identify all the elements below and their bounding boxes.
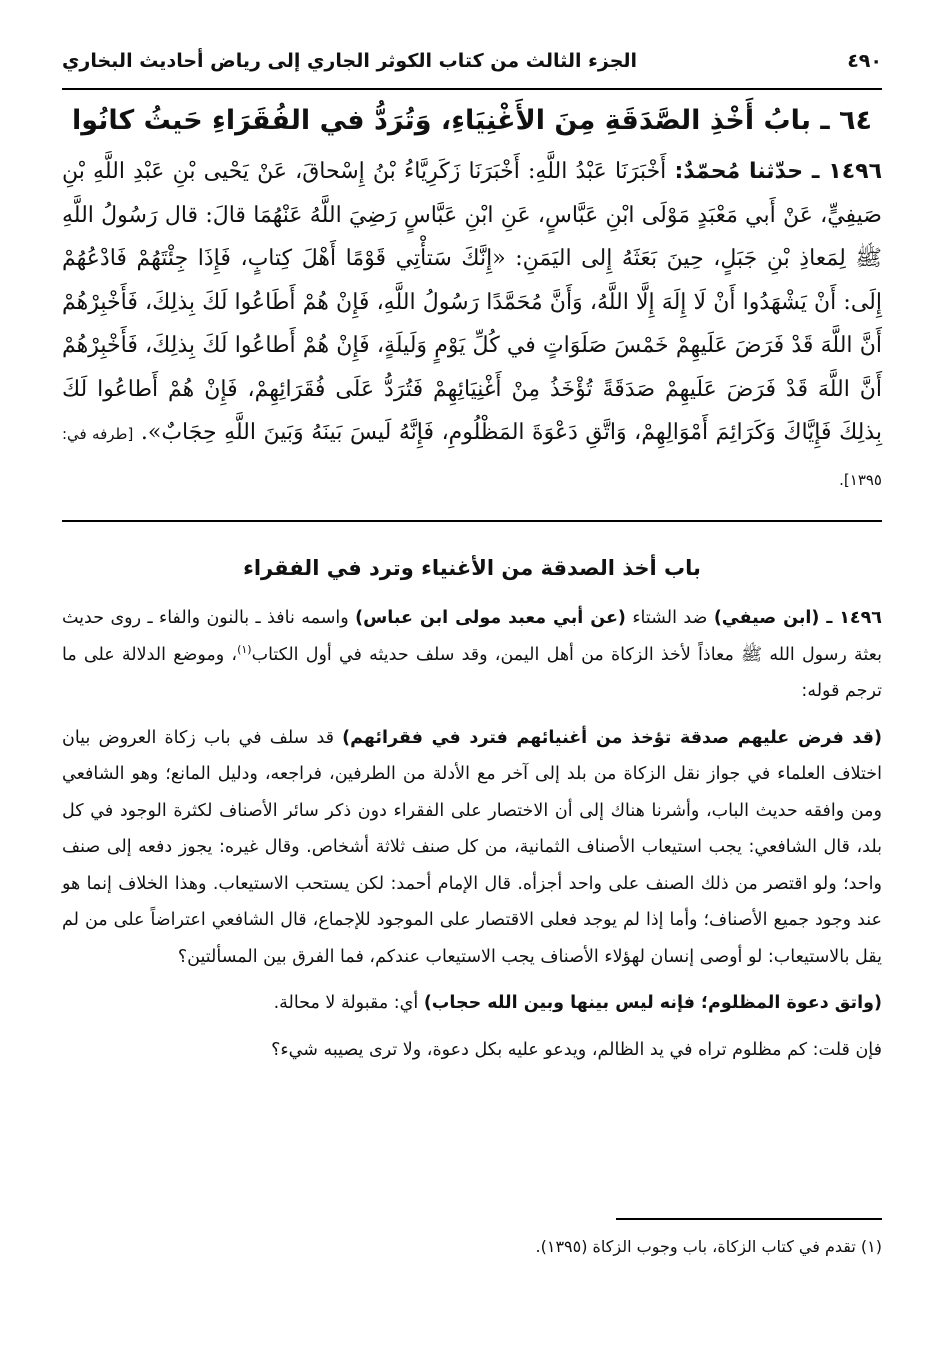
section-divider: [62, 520, 882, 522]
running-title: الجزء الثالث من كتاب الكوثر الجاري إلى رياض أحاديث البخاري: [62, 50, 638, 72]
header-divider: [62, 88, 882, 90]
paragraph-text: أي: مقبولة لا محالة.: [273, 993, 424, 1013]
commentary-section-title: باب أخذ الصدقة من الأغنياء وترد في الفقراء: [243, 556, 701, 580]
page-header: [62, 38, 882, 84]
footnote: (١) تقدم في كتاب الزكاة، باب وجوب الزكاة (١٣٩٥).: [535, 1237, 882, 1256]
paragraph-text: فإن قلت: كم مظلوم تراه في يد الظالم، ويدعو عليه بكل دعوة، ولا ترى يصيبه شيء؟: [271, 1039, 882, 1060]
hadith-number: ١٤٩٦ ـ حدّثنا مُحمّدٌ:: [674, 159, 883, 184]
commentary-paragraph: [62, 720, 882, 976]
footnote-marker[interactable]: (١): [237, 642, 252, 656]
hadith-body: أَخْبَرَنَا عَبْدُ اللَّهِ: أَخْبَرَنَا زَكَرِيَّاءُ بْنُ إِسْحاقَ، عَنْ يَحْيى بْنِ عَبْدِ اللَّهِ بْنِ صَيفِيٍّ، عَنْ أَبي مَعْبَدٍ مَوْلَى ابْنِ عَبَّاسٍ، عَنِ ابْنِ عَبَّاسٍ رَضِيَ اللَّهُ عَنْهُمَا قالَ: قال رَسُولُ اللَّهِ ﷺ لِمَعاذِ بْنِ جَبَلٍ، حِينَ بَعَثَهُ إِلى اليَمَنِ: «إِنَّكَ سَتأْتِي قَوْمًا أَهْلَ كِتابٍ، فَإِذَا جِئْتَهُمْ فَادْعُهُمْ إِلَى: أَنْ يَشْهَدُوا أَنْ لَا إِلَهَ إِلَّا اللَّهُ، وَأَنَّ مُحَمَّدًا رَسُولُ اللَّهِ، فَإِنْ هُمْ أَطَاعُوا لَكَ بِذلِكَ، فَأَخْبِرْهُمْ أَنَّ اللَّهَ قَدْ فَرَضَ عَلَيهِمْ خَمْسَ صَلَوَاتٍ في كُلِّ يَوْمٍ وَلَيلَةٍ، فَإِنْ هُمْ أَطاعُوا لَكَ بِذلِكَ، فَأَخْبِرْهُمْ أَنَّ اللَّهَ قَدْ فَرَضَ عَلَيهِمْ صَدَقَةً تُؤْخَذُ مِنْ أَغْنِيَائِهِمْ فَتُرَدُّ عَلَى فُقَرَائِهِمْ، فَإِنْ هُمْ أَطاعُوا لَكَ بِذلِكَ فَإِيَّاكَ وَكَرَائِمَ أَمْوَالِهِمْ، وَاتَّقِ دَعْوَةَ المَظْلُومِ، فَإِنَّهُ لَيسَ بَينَهُ وَبَينَ اللَّهِ حِجَابٌ».: [62, 159, 882, 445]
chapter-title: ٦٤ ـ بابُ أَخْذِ الصَّدَقَةِ مِنَ الأَغْنِيَاءِ، وَتُرَدُّ في الفُقَرَاءِ حَيثُ كانُوا: [72, 105, 872, 136]
commentary-paragraph: [62, 1032, 882, 1069]
commentary-paragraph: [62, 985, 882, 1022]
paragraph-text: ضد الشتاء: [625, 608, 714, 628]
bold-quote: (واتق دعوة المظلوم؛ فإنه ليس بينها وبين الله حجاب): [423, 993, 882, 1013]
page-number: ٤٩٠: [847, 50, 882, 72]
paragraph-text: واسمه نافذ ـ بالنون والفاء ـ روى حديث بعثة رسول الله ﷺ معاذاً لأخذ الزكاة من أهل اليمن، وقد سلف حديثه في أول الكتاب: [62, 608, 882, 665]
commentary-paragraph: [62, 600, 882, 710]
hadith-text-block: [62, 150, 882, 502]
hadith-cross-reference: [طرفه في: ١٣٩٥].: [62, 425, 882, 489]
bold-quote: ١٤٩٦ ـ (ابن صيفي): [713, 608, 882, 628]
bold-quote: (قد فرض عليهم صدقة تؤخذ من أغنيائهم فترد في فقرائهم): [342, 727, 882, 748]
paragraph-text: قد سلف في باب زكاة العروض بيان اختلاف العلماء في جواز نقل الزكاة من بلد إلى آخر مع الأدلة من الطرفين، فراجعه، ودليل المانع؛ وهو الشافعي ومن وافقه حديث الباب، وأشرنا هناك إلى أن الاختصار على الفقراء دون ذكر سائر الأصناف لكثرة الوجود في كل بلد، قال الشافعي: يجب استيعاب الأصناف الثمانية، من كل صنف ثلاثة أشخاص. وقال غيره: يجوز دفعه إلى صنف واحد؛ ولو اقتصر من ذلك الصنف على واحد أجزأه. قال الإمام أحمد: لكن يستحب الاستيعاب. وهذا الخلاف إنما هو عند وجود جميع الأصناف؛ وأما إذا لم يوجد فعلى الاقتصار على الموجود للإجماع، قال الشافعي اعتراضاً على من لم يقل بالاستيعاب: لو أوصى إنسان لهؤلاء الأصناف يجب الاستيعاب عندكم، فما الفرق بين المسألتين؟: [62, 727, 882, 967]
bold-quote: (عن أبي معبد مولى ابن عباس): [355, 608, 626, 628]
commentary-body: [62, 600, 882, 1078]
paragraph-text: ، وموضع الدلالة على ما ترجم قوله:: [62, 644, 882, 701]
footnote-divider: [616, 1218, 882, 1220]
